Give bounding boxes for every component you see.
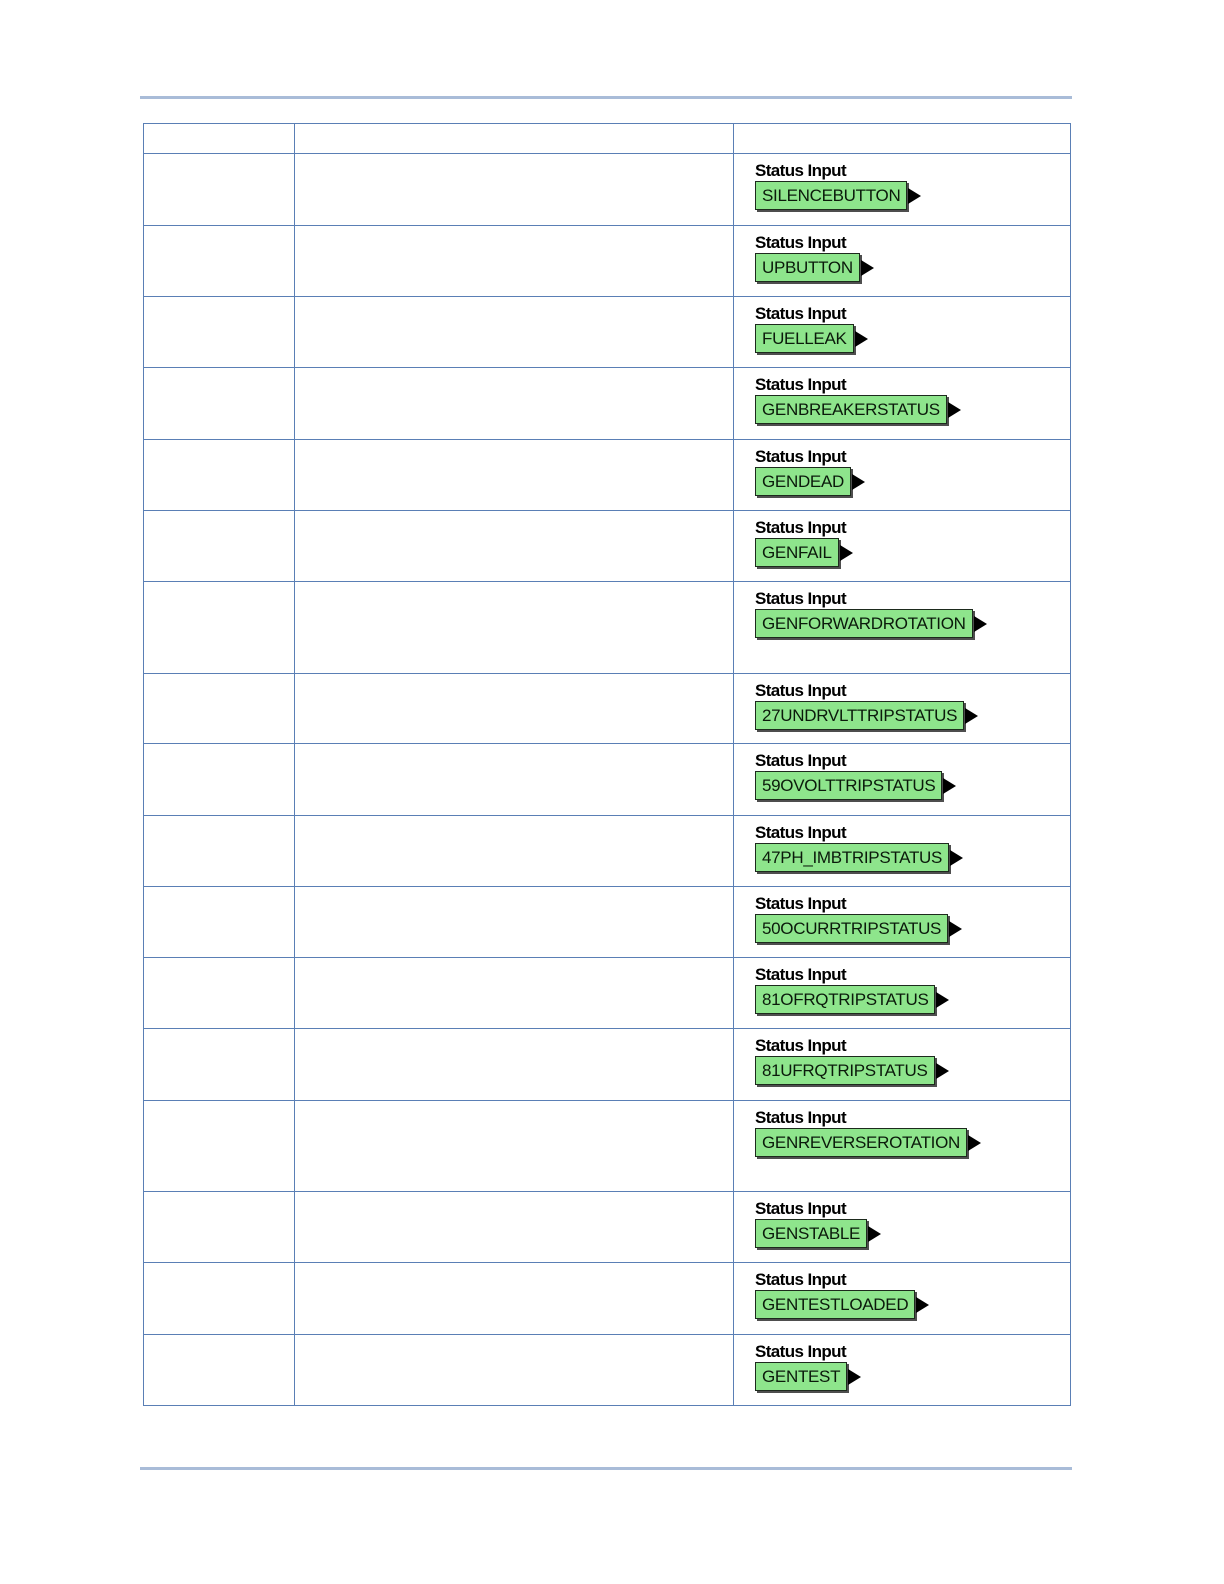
description-cell (295, 1335, 734, 1406)
logic-element-cell (734, 297, 1071, 368)
name-cell (144, 744, 295, 816)
output-arrow-icon (868, 1226, 881, 1242)
status-input-title: Status Input (755, 375, 847, 394)
status-input-block (734, 297, 1070, 353)
status-input-tag (755, 914, 962, 943)
status-input-tag (755, 253, 874, 282)
table-row (144, 154, 1071, 226)
table-row (144, 226, 1071, 297)
status-input-label: GENREVERSEROTATION (755, 1128, 967, 1157)
status-input-block (734, 744, 1070, 800)
status-input-title: Status Input (755, 1108, 847, 1127)
description-cell (295, 511, 734, 582)
status-input-label: 27UNDRVLTTRIPSTATUS (755, 701, 964, 730)
description-cell (295, 154, 734, 226)
status-input-label: 59OVOLTTRIPSTATUS (755, 771, 942, 800)
name-cell (144, 887, 295, 958)
status-input-label: GENFORWARDROTATION (755, 609, 973, 638)
status-input-label: GENFAIL (755, 538, 839, 567)
status-input-tag (755, 538, 853, 567)
description-cell (295, 226, 734, 297)
logic-element-cell (734, 440, 1071, 511)
logic-element-cell (734, 1192, 1071, 1263)
status-input-label: 50OCURRTRIPSTATUS (755, 914, 948, 943)
table-row (144, 744, 1071, 816)
name-cell (144, 816, 295, 887)
table-row (144, 1263, 1071, 1335)
output-arrow-icon (852, 474, 865, 490)
status-input-tag (755, 609, 987, 638)
status-input-tag (755, 181, 921, 210)
status-input-title: Status Input (755, 1270, 847, 1289)
status-input-title: Status Input (755, 751, 847, 770)
output-arrow-icon (936, 1063, 949, 1079)
status-input-label: 81UFRQTRIPSTATUS (755, 1056, 935, 1085)
table-row (144, 440, 1071, 511)
description-cell (295, 440, 734, 511)
status-input-title: Status Input (755, 518, 847, 537)
status-input-block (734, 226, 1070, 282)
status-input-block (734, 582, 1070, 638)
status-input-title: Status Input (755, 589, 847, 608)
output-arrow-icon (949, 921, 962, 937)
name-cell (144, 582, 295, 674)
logic-element-cell (734, 154, 1071, 226)
status-input-title: Status Input (755, 161, 847, 180)
table-row (144, 1335, 1071, 1406)
status-input-block (734, 1101, 1070, 1157)
name-cell (144, 958, 295, 1029)
status-input-table (143, 123, 1071, 1406)
status-input-tag (755, 843, 963, 872)
output-arrow-icon (916, 1297, 929, 1313)
description-cell (295, 887, 734, 958)
status-input-tag (755, 1219, 881, 1248)
description-cell (295, 297, 734, 368)
name-cell (144, 297, 295, 368)
logic-element-cell (734, 1263, 1071, 1335)
status-input-title: Status Input (755, 681, 847, 700)
status-input-label: GENTESTLOADED (755, 1290, 915, 1319)
name-cell (144, 511, 295, 582)
header-cell-1 (144, 124, 295, 154)
status-input-title: Status Input (755, 447, 847, 466)
description-cell (295, 744, 734, 816)
table-row (144, 297, 1071, 368)
header-rule (140, 96, 1072, 99)
output-arrow-icon (848, 1369, 861, 1385)
output-arrow-icon (936, 992, 949, 1008)
name-cell (144, 154, 295, 226)
name-cell (144, 440, 295, 511)
status-input-label: 47PH_IMBTRIPSTATUS (755, 843, 949, 872)
output-arrow-icon (855, 331, 868, 347)
output-arrow-icon (950, 850, 963, 866)
status-input-tag (755, 1290, 929, 1319)
status-input-block (734, 1192, 1070, 1248)
table-row (144, 368, 1071, 440)
status-input-block (734, 816, 1070, 872)
status-input-label: GENBREAKERSTATUS (755, 395, 947, 424)
output-arrow-icon (861, 260, 874, 276)
logic-element-cell (734, 511, 1071, 582)
status-input-title: Status Input (755, 894, 847, 913)
status-input-title: Status Input (755, 1036, 847, 1055)
status-input-label: SILENCEBUTTON (755, 181, 907, 210)
status-input-block (734, 154, 1070, 210)
logic-element-cell (734, 582, 1071, 674)
table-row (144, 1101, 1071, 1192)
status-input-title: Status Input (755, 233, 847, 252)
table-row (144, 816, 1071, 887)
status-input-title: Status Input (755, 1342, 847, 1361)
status-input-block (734, 958, 1070, 1014)
logic-element-cell (734, 1029, 1071, 1101)
name-cell (144, 1029, 295, 1101)
table-row (144, 674, 1071, 744)
status-input-block (734, 511, 1070, 567)
name-cell (144, 1192, 295, 1263)
output-arrow-icon (840, 545, 853, 561)
description-cell (295, 582, 734, 674)
logic-element-cell (734, 958, 1071, 1029)
status-input-tag (755, 985, 949, 1014)
table-row (144, 958, 1071, 1029)
logic-element-cell (734, 368, 1071, 440)
status-input-block (734, 1263, 1070, 1319)
output-arrow-icon (943, 778, 956, 794)
output-arrow-icon (948, 402, 961, 418)
description-cell (295, 368, 734, 440)
logic-element-cell (734, 1101, 1071, 1192)
status-input-label: GENSTABLE (755, 1219, 867, 1248)
status-input-label: FUELLEAK (755, 324, 854, 353)
table-header-row (144, 124, 1071, 154)
output-arrow-icon (974, 616, 987, 632)
logic-element-cell (734, 744, 1071, 816)
status-input-label: GENTEST (755, 1362, 847, 1391)
status-input-block (734, 368, 1070, 424)
status-input-label: GENDEAD (755, 467, 851, 496)
table-row (144, 887, 1071, 958)
status-input-block (734, 674, 1070, 730)
name-cell (144, 1263, 295, 1335)
name-cell (144, 368, 295, 440)
table-row (144, 582, 1071, 674)
status-input-tag (755, 1362, 861, 1391)
description-cell (295, 1029, 734, 1101)
name-cell (144, 226, 295, 297)
status-input-tag (755, 701, 978, 730)
header-cell-2 (295, 124, 734, 154)
status-input-tag (755, 395, 961, 424)
output-arrow-icon (968, 1135, 981, 1151)
status-input-block (734, 887, 1070, 943)
logic-element-cell (734, 887, 1071, 958)
footer-rule (140, 1467, 1072, 1470)
status-input-label: UPBUTTON (755, 253, 860, 282)
status-input-title: Status Input (755, 304, 847, 323)
status-input-block (734, 1029, 1070, 1085)
logic-element-cell (734, 816, 1071, 887)
status-input-tag (755, 1128, 981, 1157)
logic-element-cell (734, 1335, 1071, 1406)
status-input-tag (755, 467, 865, 496)
table-row (144, 1192, 1071, 1263)
status-input-title: Status Input (755, 823, 847, 842)
status-input-label: 81OFRQTRIPSTATUS (755, 985, 935, 1014)
description-cell (295, 816, 734, 887)
logic-element-cell (734, 674, 1071, 744)
table-row (144, 511, 1071, 582)
status-input-block (734, 1335, 1070, 1391)
header-cell-3 (734, 124, 1071, 154)
status-input-title: Status Input (755, 1199, 847, 1218)
status-input-tag (755, 771, 956, 800)
description-cell (295, 1101, 734, 1192)
description-cell (295, 1192, 734, 1263)
status-input-tag (755, 324, 868, 353)
name-cell (144, 1335, 295, 1406)
status-input-block (734, 440, 1070, 496)
logic-element-cell (734, 226, 1071, 297)
table-row (144, 1029, 1071, 1101)
status-input-title: Status Input (755, 965, 847, 984)
output-arrow-icon (965, 708, 978, 724)
output-arrow-icon (908, 188, 921, 204)
name-cell (144, 1101, 295, 1192)
description-cell (295, 1263, 734, 1335)
description-cell (295, 674, 734, 744)
name-cell (144, 674, 295, 744)
description-cell (295, 958, 734, 1029)
status-input-tag (755, 1056, 949, 1085)
